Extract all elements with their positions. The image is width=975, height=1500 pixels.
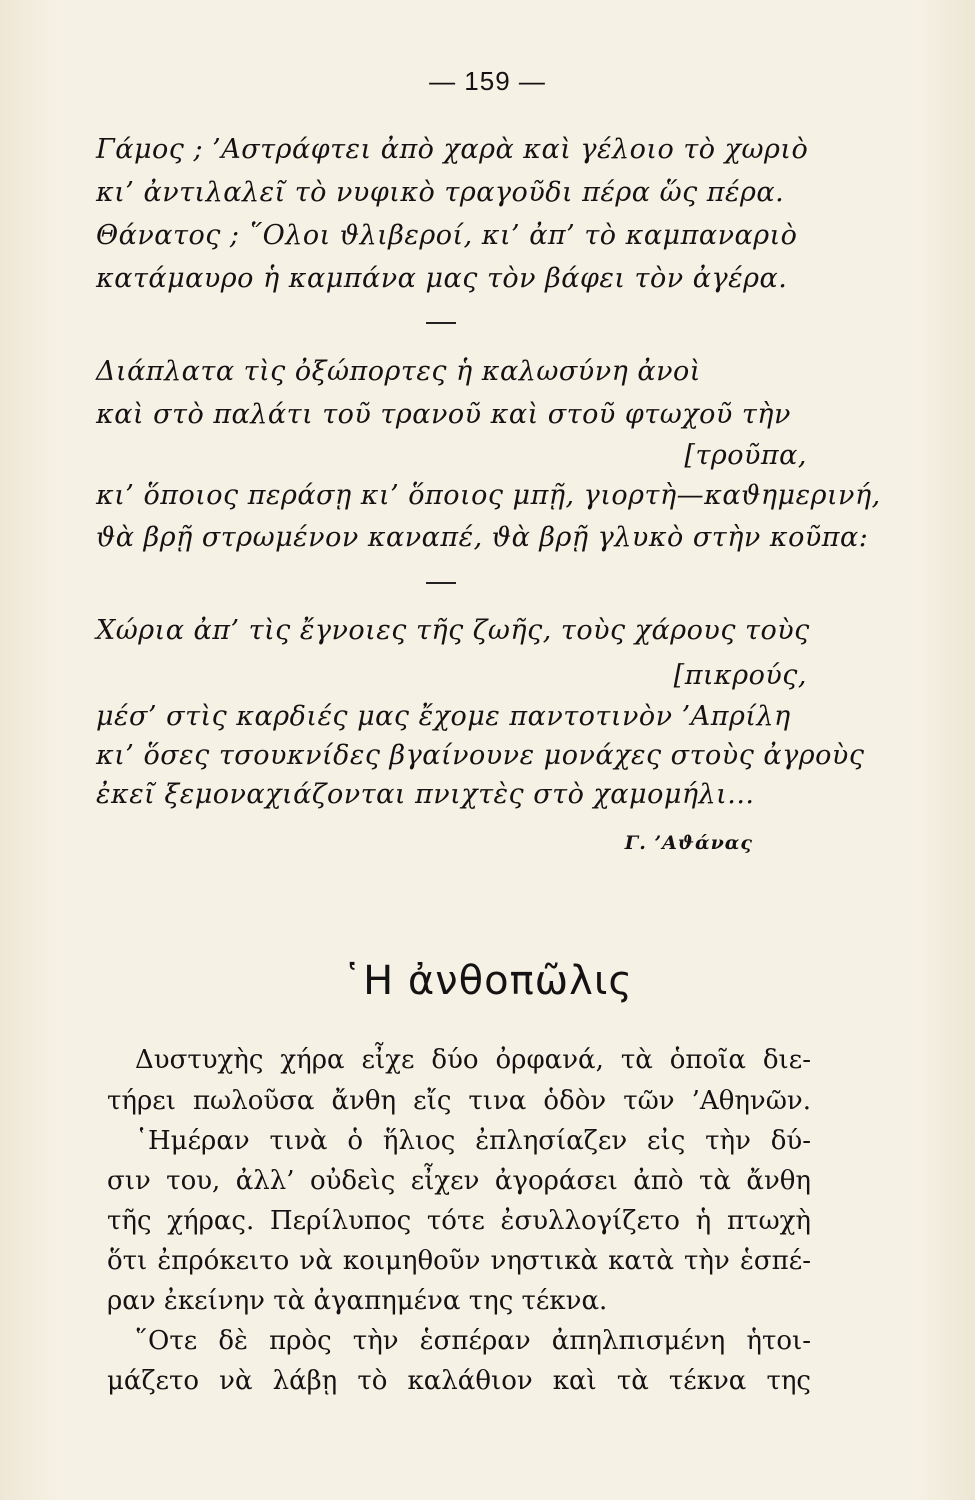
poem-line-continuation: [τροῦπα,	[684, 440, 807, 471]
prose-line: ῾Ημέραν τινὰ ὁ ἥλιος ἐπλησίαζεν εἰς τὴν δύ-	[135, 1126, 811, 1156]
prose-line: μάζετο νὰ λάβῃ τὸ καλάθιον καὶ τὰ τέκνα της	[107, 1366, 811, 1396]
poem-line: Χώρια ἀπ’ τὶς ἔγνοιες τῆς ζωῆς, τοὺς χάρους τοὺς	[96, 615, 810, 646]
prose-line: τήρει πωλοῦσα ἄνθη εἴς τινα ὁδὸν τῶν ’Αθηνῶν.	[107, 1086, 811, 1116]
prose-line: Δυστυχὴς χήρα εἶχε δύο ὀρφανά, τὰ ὁποῖα διε-	[135, 1045, 811, 1075]
poem-line: καὶ στὸ παλάτι τοῦ τρανοῦ καὶ στοῦ φτωχοῦ τὴν	[96, 399, 791, 430]
poem-line: κατάμαυρο ἡ καμπάνα μας τὸν βάφει τὸν ἀγέρα.	[96, 263, 788, 294]
prose-line: ὅτι ἐπρόκειτο νὰ κοιμηθοῦν νηστικὰ κατὰ τὴν ἑσπέ-	[107, 1246, 811, 1276]
poem-line: κι’ ὅσες τσουκνίδες βγαίνουνε μονάχες στοὺς ἀγροὺς	[96, 740, 865, 771]
poem-line: μέσ’ στὶς καρδιές μας ἔχομε παντοτινὸν ’Απρίλη	[96, 701, 791, 732]
poem-line: ϑὰ βρῇ στρωμένον καναπέ, ϑὰ βρῇ γλυκὸ στὴν κοῦπα:	[96, 522, 869, 553]
prose-line: ῞Οτε δὲ πρὸς τὴν ἑσπέραν ἀπηλπισμένη ἡτοι-	[135, 1326, 811, 1356]
poem-line-continuation: [πικρούς,	[673, 660, 807, 691]
poem-line: Θάνατος ; ῞Ολοι ϑλιβεροί, κι’ ἀπ’ τὸ καμπαναριὸ	[96, 220, 798, 251]
poem-line: Γάμος ; ’Αστράφτει ἀπὸ χαρὰ καὶ γέλοιο τὸ χωριὸ	[96, 134, 809, 165]
prose-line: τῆς χήρας. Περίλυπος τότε ἐσυλλογίζετο ἡ πτωχὴ	[107, 1206, 811, 1236]
poem-line: κι’ ὅποιος περάσῃ κι’ ὅποιος μπῇ, γιορτὴ—καϑημερινή,	[96, 480, 881, 511]
stanza-divider	[426, 582, 456, 584]
page-number: — 159 —	[429, 66, 546, 96]
poem-author-signature: Γ. ’Αϑάνας	[624, 832, 753, 854]
poem-line: Διάπλατα τὶς ὀξώπορτες ἡ καλωσύνη ἀνοὶ	[96, 356, 701, 387]
prose-line: σιν του, ἀλλ’ οὐδεὶς εἶχεν ἀγοράσει ἀπὸ τὰ ἄνθη	[107, 1166, 811, 1196]
stanza-divider	[426, 322, 456, 324]
poem-line: ἐκεῖ ξεμοναχιάζονται πνιχτὲς στὸ χαμομήλι...	[96, 779, 755, 810]
prose-line: ραν ἐκείνην τὰ ἀγαπημένα της τέκνα.	[107, 1286, 608, 1316]
poem-line: κι’ ἀντιλαλεῖ τὸ νυφικὸ τραγοῦδι πέρα ὥς πέρα.	[96, 177, 785, 208]
story-title: ῾Η ἀνθοπῶλις	[342, 958, 633, 1004]
